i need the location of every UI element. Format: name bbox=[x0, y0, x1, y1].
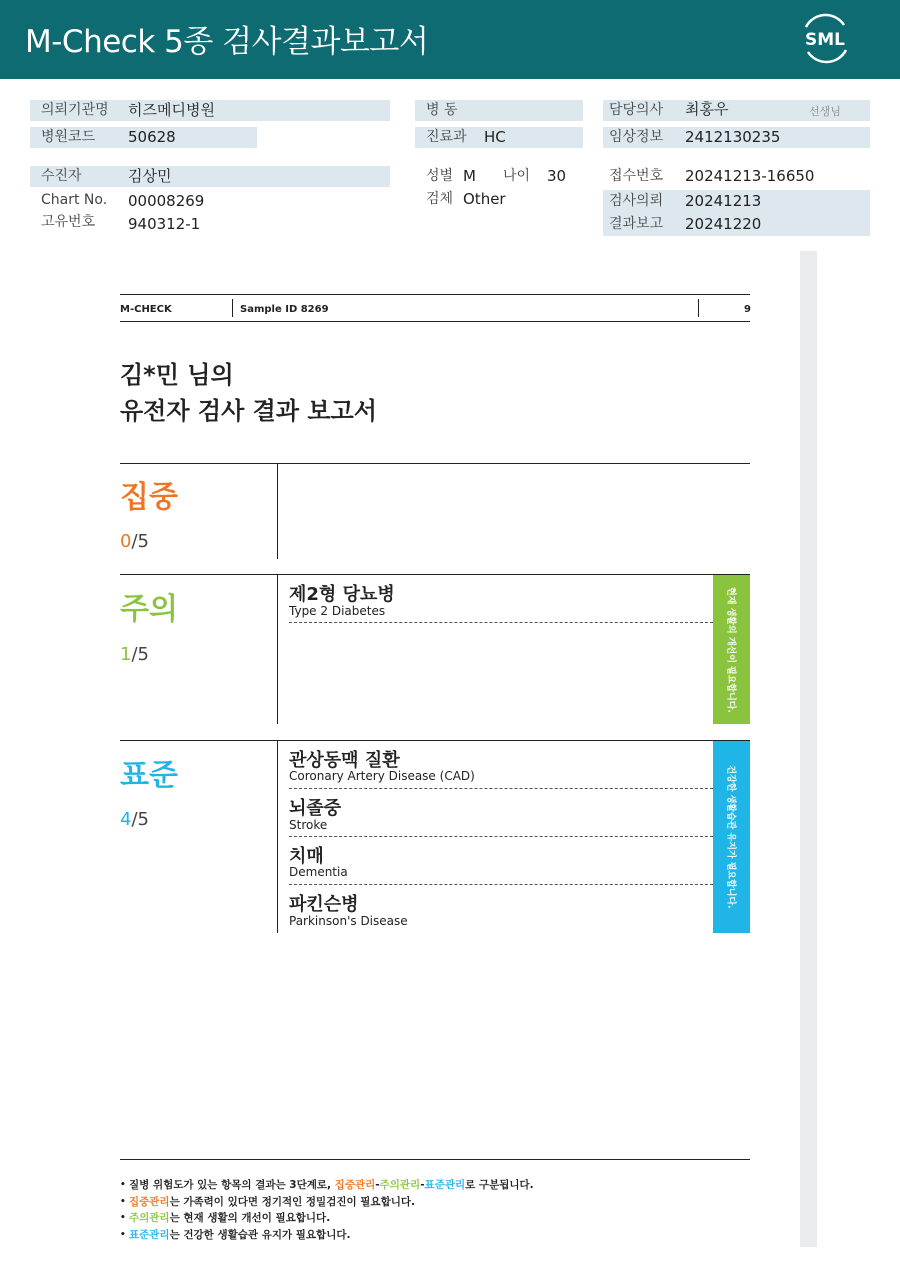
patient-bar bbox=[30, 166, 390, 187]
focus-title: 집중 bbox=[120, 480, 178, 515]
standard-item-en: Stroke bbox=[289, 818, 328, 832]
note-item bbox=[120, 1194, 534, 1211]
caution-side-text: 현재 생활의 개선이 필요합니다. bbox=[725, 586, 735, 713]
standard-item-ko: 치매 bbox=[289, 846, 324, 867]
caution-item-en: Type 2 Diabetes bbox=[289, 604, 386, 618]
standard-title: 표준 bbox=[120, 758, 178, 793]
caution-count bbox=[120, 644, 149, 665]
topbar-sep-left bbox=[232, 299, 233, 317]
report-header bbox=[0, 0, 900, 79]
notes-list bbox=[120, 1177, 534, 1243]
caution-count-value: 1 bbox=[120, 644, 132, 665]
focus-count-value: 0 bbox=[120, 531, 132, 552]
note-text: 질병 위험도가 있는 항목의 결과는 3단계로, bbox=[129, 1179, 335, 1191]
dept-value: HC bbox=[484, 128, 506, 146]
doctor-label: 담당의사 bbox=[609, 102, 664, 118]
standard-side-bar bbox=[713, 741, 750, 933]
standard-item-divider bbox=[289, 836, 713, 837]
hospital-code-value: 50628 bbox=[128, 128, 176, 146]
standard-count-total: /5 bbox=[131, 809, 149, 830]
note-caution-term: 주의관리 bbox=[129, 1212, 170, 1224]
request-value: 20241213 bbox=[685, 192, 762, 210]
clinical-value: 2412130235 bbox=[685, 128, 781, 146]
caution-count-total: /5 bbox=[131, 644, 149, 665]
report-title-line1: 김*민 님의 bbox=[120, 361, 234, 389]
id-value: 940312-1 bbox=[128, 215, 201, 233]
note-text: 는 현재 생활의 개선이 필요합니다. bbox=[169, 1212, 331, 1224]
institution-label: 의뢰기관명 bbox=[41, 102, 109, 118]
focus-count bbox=[120, 531, 149, 552]
note-text: 는 건강한 생활습관 유지가 필요합니다. bbox=[169, 1228, 351, 1241]
report-title-line2: 유전자 검사 결과 보고서 bbox=[120, 397, 377, 425]
topbar-rule-top bbox=[120, 294, 750, 295]
patient-value: 김상민 bbox=[128, 167, 172, 185]
age-value: 30 bbox=[547, 167, 567, 185]
note-item bbox=[120, 1227, 534, 1244]
focus-count-total: /5 bbox=[131, 531, 149, 552]
logo-text: SML bbox=[805, 30, 845, 50]
standard-item-divider bbox=[289, 884, 713, 885]
standard-side-text: 건강한 생활습관 유지가 필요합니다. bbox=[725, 765, 735, 909]
chart-label: Chart No. bbox=[41, 192, 108, 208]
sample-id: Sample ID 8269 bbox=[240, 304, 329, 315]
note-item bbox=[120, 1177, 534, 1194]
header-title: M-Check 5종 검사결과보고서 bbox=[25, 24, 429, 60]
age-label: 나이 bbox=[503, 168, 531, 184]
note-item bbox=[120, 1210, 534, 1227]
sex-value: M bbox=[463, 167, 476, 185]
standard-rule bbox=[120, 740, 750, 741]
receipt-value: 20241213-16650 bbox=[685, 167, 815, 185]
clinical-label: 임상정보 bbox=[609, 129, 664, 145]
notes-rule bbox=[120, 1159, 750, 1160]
standard-item-ko: 파킨슨병 bbox=[289, 894, 359, 915]
id-label: 고유번호 bbox=[41, 214, 96, 230]
report-title bbox=[120, 357, 377, 429]
institution-value: 히즈메디병원 bbox=[128, 101, 215, 119]
note-text: 로 구분됩니다. bbox=[465, 1179, 534, 1191]
note-dash: - bbox=[420, 1179, 425, 1191]
standard-item-divider bbox=[289, 788, 713, 789]
note-text: 는 가족력이 있다면 정기적인 정밀검진이 필요합니다. bbox=[169, 1195, 415, 1208]
sex-label: 성별 bbox=[426, 168, 454, 184]
sml-logo bbox=[796, 12, 854, 66]
page-side-strip bbox=[800, 251, 817, 1247]
note-focus-term: 집중관리 bbox=[334, 1179, 376, 1191]
ward-label: 병 동 bbox=[426, 102, 458, 118]
topbar-rule-bottom bbox=[120, 321, 750, 322]
report-date-label: 결과보고 bbox=[609, 216, 664, 232]
caution-item-divider bbox=[289, 622, 713, 623]
focus-divider bbox=[277, 463, 278, 559]
standard-count-value: 4 bbox=[120, 809, 132, 830]
doctor-value: 최홍우 bbox=[685, 100, 729, 118]
standard-count bbox=[120, 809, 149, 830]
note-dash: - bbox=[375, 1179, 380, 1191]
caution-title: 주의 bbox=[120, 592, 178, 627]
dept-label: 진료과 bbox=[426, 129, 467, 145]
specimen-value: Other bbox=[463, 190, 506, 208]
note-standard-term: 표준관리 bbox=[424, 1179, 466, 1191]
standard-item-ko: 뇌졸중 bbox=[289, 798, 342, 819]
standard-item-en: Coronary Artery Disease (CAD) bbox=[289, 769, 475, 783]
receipt-label: 접수번호 bbox=[609, 168, 664, 184]
standard-divider bbox=[277, 740, 278, 933]
hospital-code-label: 병원코드 bbox=[41, 129, 96, 145]
note-caution-term: 주의관리 bbox=[379, 1179, 421, 1191]
specimen-label: 검체 bbox=[426, 191, 454, 207]
note-focus-term: 집중관리 bbox=[129, 1195, 170, 1208]
caution-divider bbox=[277, 574, 278, 724]
request-label: 검사의뢰 bbox=[609, 193, 664, 209]
standard-item-en: Parkinson's Disease bbox=[289, 914, 408, 928]
caution-item-ko: 제2형 당뇨병 bbox=[289, 584, 395, 605]
page-number: 9 bbox=[744, 304, 751, 315]
caution-rule bbox=[120, 574, 750, 575]
focus-rule bbox=[120, 463, 750, 464]
standard-item-en: Dementia bbox=[289, 865, 348, 879]
report-date-value: 20241220 bbox=[685, 215, 762, 233]
standard-item-ko: 관상동맥 질환 bbox=[289, 750, 400, 771]
patient-label: 수진자 bbox=[41, 168, 82, 184]
doctor-suffix: 선생님 bbox=[809, 105, 841, 118]
brand-label: M-CHECK bbox=[120, 304, 172, 315]
caution-side-bar bbox=[713, 575, 750, 724]
topbar-sep-right bbox=[698, 299, 699, 317]
chart-value: 00008269 bbox=[128, 192, 205, 210]
note-standard-term: 표준관리 bbox=[129, 1228, 170, 1241]
